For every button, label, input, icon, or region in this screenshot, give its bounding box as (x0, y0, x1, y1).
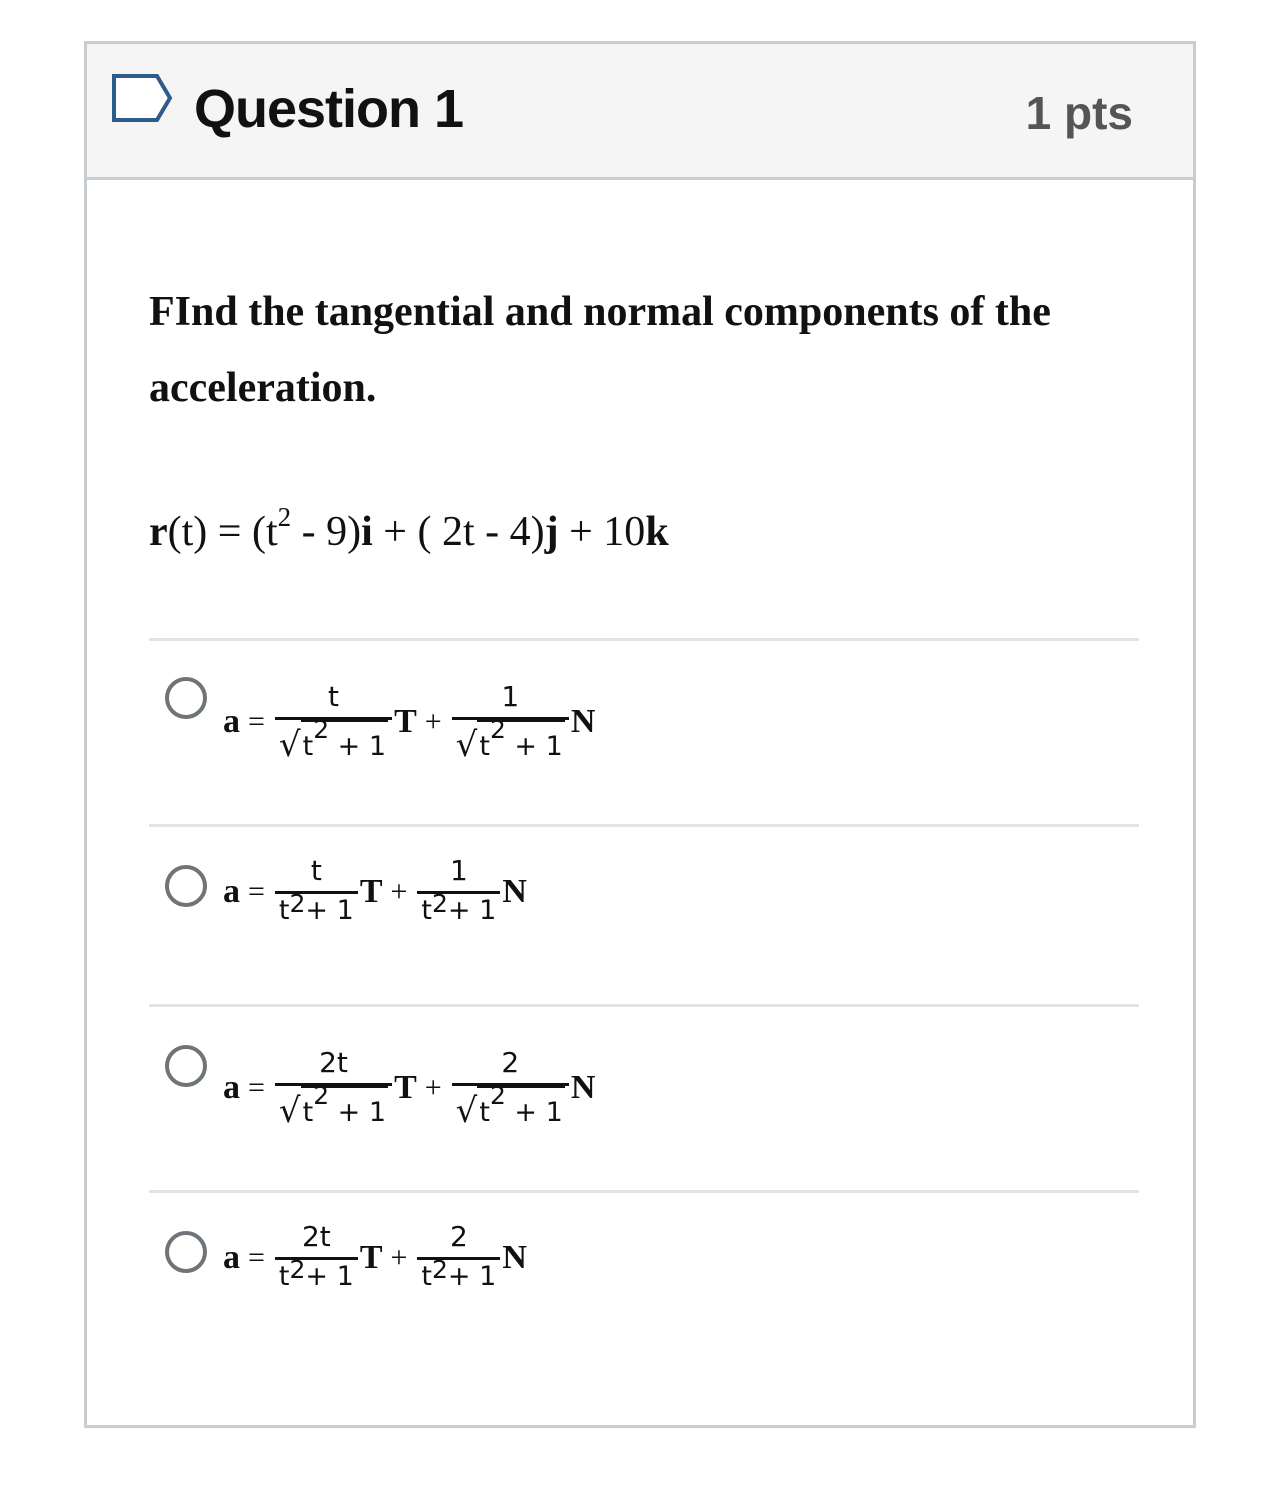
t-denominator-rest: + 1 (329, 731, 387, 762)
tangent-symbol: T (394, 1068, 417, 1106)
t-denominator-rest: + 1 (329, 1097, 387, 1128)
n-denominator-rest: + 1 (447, 1261, 497, 1292)
tangential-denominator (275, 889, 358, 928)
question-prompt: FInd the tangential and normal components of the acceleration. (149, 289, 1051, 411)
answer-option-3[interactable] (149, 1007, 1139, 1157)
acceleration-symbol: a (223, 1068, 240, 1106)
answer-formula (223, 1046, 596, 1131)
normal-denominator (452, 715, 569, 765)
plus-sign: + (390, 874, 408, 908)
flag-question-icon[interactable] (111, 73, 173, 123)
tangential-fraction (275, 1221, 358, 1294)
t-denominator-exp: 2 (289, 1255, 306, 1284)
answer-formula (223, 680, 596, 765)
normal-fraction (417, 855, 500, 928)
tangent-symbol: T (359, 872, 383, 910)
question-card (84, 41, 1196, 1428)
equals-sign: = (248, 874, 265, 908)
tangential-numerator: t (310, 854, 322, 887)
answer-radio[interactable] (165, 1045, 207, 1087)
tangential-denominator (275, 1255, 358, 1294)
n-denominator-rest: + 1 (505, 731, 563, 762)
sqrt: √ $t^2 + 1$ (455, 715, 563, 765)
equals-sign: = (248, 1070, 265, 1104)
tangential-fraction (275, 1046, 392, 1131)
answer-formula (223, 1221, 527, 1294)
acceleration-symbol: a (223, 702, 240, 740)
normal-denominator (417, 889, 500, 928)
tangent-symbol: T (394, 702, 417, 740)
normal-numerator: 2 (449, 1220, 468, 1253)
t-denominator-t: t (302, 731, 314, 762)
normal-denominator (417, 1255, 500, 1294)
normal-symbol: N (502, 872, 527, 910)
n-denominator-exp: 2 (432, 1255, 448, 1284)
answer-option-1[interactable] (149, 641, 1139, 791)
tangential-denominator (275, 715, 392, 765)
n-denominator-t: t (421, 895, 433, 926)
n-denominator-t: t (479, 731, 490, 762)
equals-sign: = (248, 1240, 265, 1274)
normal-symbol: N (570, 702, 596, 740)
acceleration-symbol: a (223, 1238, 240, 1276)
n-denominator-exp: 2 (489, 1081, 506, 1110)
t-denominator-exp: 2 (313, 715, 330, 744)
normal-numerator: 1 (449, 854, 468, 887)
normal-numerator: 1 (501, 680, 520, 713)
normal-symbol: N (570, 1068, 596, 1106)
tangential-fraction (275, 855, 358, 928)
t-denominator-rest: + 1 (305, 1261, 354, 1292)
question-points: 1 pts (1025, 87, 1133, 139)
tangential-fraction (275, 680, 392, 765)
answer-formula (223, 855, 527, 928)
tangential-numerator: 2t (319, 1046, 348, 1079)
tangential-denominator (275, 1081, 392, 1131)
equals-sign: = (248, 704, 265, 738)
plus-sign: + (424, 704, 442, 738)
question-header (87, 44, 1193, 180)
normal-numerator: 2 (501, 1046, 520, 1079)
n-denominator-t: t (479, 1097, 490, 1128)
n-denominator-exp: 2 (432, 889, 448, 918)
normal-symbol: N (502, 1238, 527, 1276)
question-title: Question 1 (194, 79, 464, 139)
answer-option-2[interactable] (149, 827, 1139, 977)
answer-radio[interactable] (165, 1231, 207, 1273)
tangent-symbol: T (359, 1238, 383, 1276)
t-denominator-t: t (278, 895, 290, 926)
plus-sign: + (390, 1240, 408, 1274)
n-denominator-exp: 2 (489, 715, 506, 744)
t-denominator-rest: + 1 (305, 895, 354, 926)
normal-denominator (452, 1081, 569, 1131)
plus-sign: + (424, 1070, 442, 1104)
t-denominator-exp: 2 (289, 889, 306, 918)
n-denominator-t: t (421, 1261, 433, 1292)
n-denominator-rest: + 1 (447, 895, 497, 926)
answer-radio[interactable] (165, 865, 207, 907)
tangential-numerator: t (328, 680, 339, 713)
sqrt: √ $t^2 + 1$ (278, 715, 387, 765)
question-equation: $r(t) = (t^2 - 9)i$ + ( 2t - 4)j + 10k (149, 502, 669, 555)
tangential-numerator: 2t (301, 1220, 331, 1253)
normal-fraction (452, 680, 569, 765)
sqrt: √ $t^2 + 1$ (455, 1081, 563, 1131)
n-denominator-rest: + 1 (505, 1097, 563, 1128)
sqrt: √ $t^2 + 1$ (278, 1081, 387, 1131)
acceleration-symbol: a (223, 872, 240, 910)
normal-fraction (417, 1221, 500, 1294)
t-denominator-t: t (278, 1261, 290, 1292)
t-denominator-exp: 2 (313, 1081, 330, 1110)
answer-option-4[interactable] (149, 1193, 1139, 1343)
answer-radio[interactable] (165, 677, 207, 719)
normal-fraction (452, 1046, 569, 1131)
t-denominator-t: t (302, 1097, 314, 1128)
